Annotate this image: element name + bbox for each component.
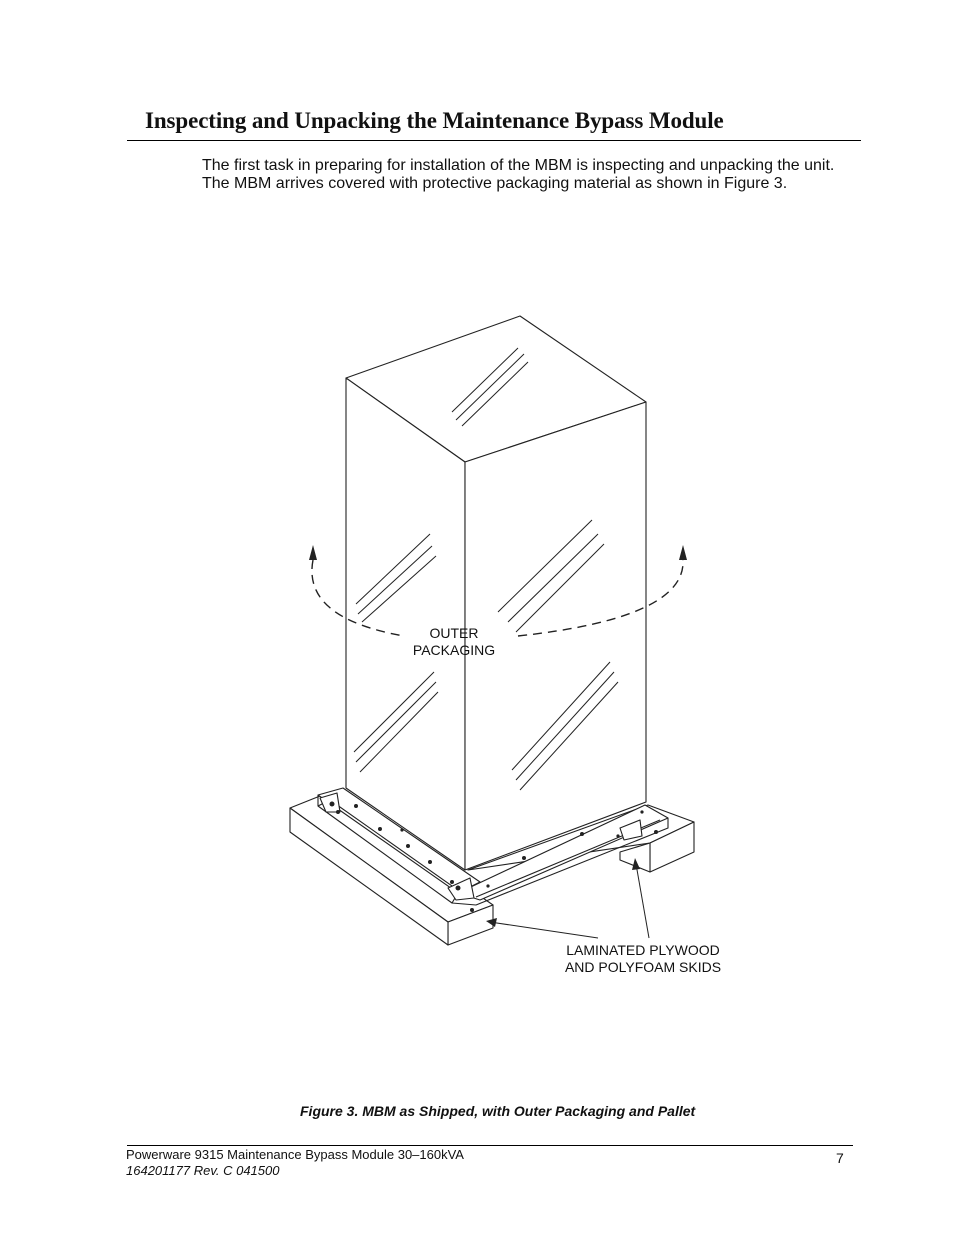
skids-label	[548, 942, 738, 976]
outer-packaging-label	[404, 625, 504, 659]
footer-divider	[127, 1145, 853, 1146]
section-title: Inspecting and Unpacking the Maintenance Bypass Module	[145, 108, 724, 133]
footer-product-name: Powerware 9315 Maintenance Bypass Module 30–160kVA	[126, 1147, 464, 1162]
skids-label-line1: LAMINATED PLYWOOD	[566, 942, 720, 958]
outer-packaging-label-line1: OUTER	[429, 625, 479, 641]
skids-label-line2: AND POLYFOAM SKIDS	[564, 959, 722, 975]
intro-paragraph: The first task in preparing for installation of the MBM is inspecting and unpacking the unit. The MBM arrives covered with protective packaging material as shown in Figure 3.	[202, 157, 835, 192]
outer-packaging-label-line2: PACKAGING	[412, 642, 496, 658]
footer-document-number: 164201177 Rev. C 041500	[126, 1163, 280, 1178]
page-number: 7	[836, 1150, 844, 1166]
packaged-cabinet	[346, 316, 646, 870]
figure-caption: Figure 3. MBM as Shipped, with Outer Packaging and Pallet	[300, 1103, 696, 1119]
